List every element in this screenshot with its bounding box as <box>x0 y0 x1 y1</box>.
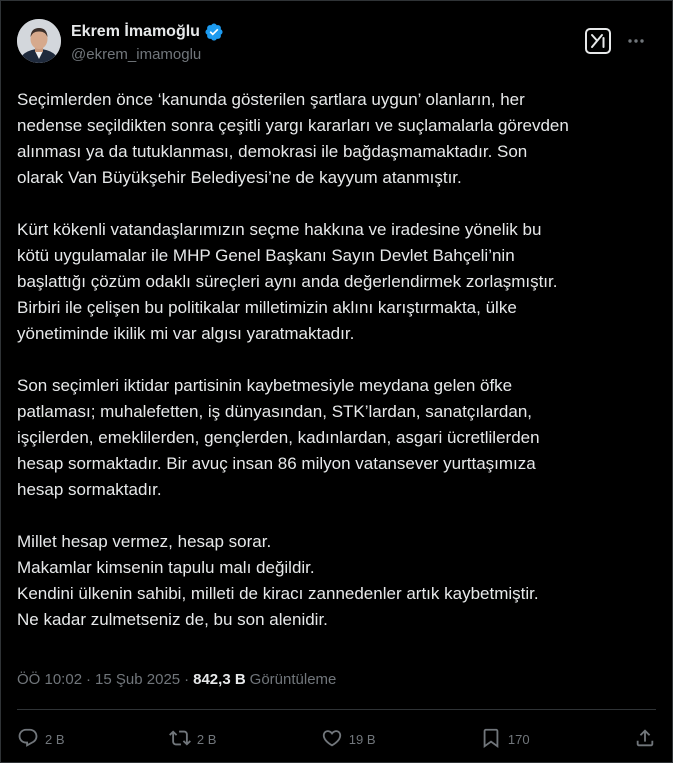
tweet-line: Kürt kökenli vatandaşlarımızın seçme hakkına ve iradesine yönelik bu <box>17 220 542 239</box>
reply-count: 2 B <box>45 731 65 747</box>
meta-separator: · <box>184 671 190 688</box>
reply-icon <box>17 727 39 752</box>
tweet-header <box>17 17 656 73</box>
tweet-paragraph <box>17 373 656 503</box>
like-count: 19 B <box>348 731 376 747</box>
divider <box>17 709 656 710</box>
tweet-line: yönetiminde ikilik mi var algısı yaratmaktadır. <box>17 324 355 343</box>
repost-count: 2 B <box>196 731 217 747</box>
repost-button[interactable] <box>169 727 217 752</box>
more-dots-icon[interactable] <box>620 25 652 57</box>
repost-icon <box>169 727 191 752</box>
view-count[interactable]: 842,3 B <box>193 671 246 688</box>
display-name[interactable]: Ekrem İmamoğlu <box>71 23 200 40</box>
heart-icon <box>321 727 343 752</box>
view-label: Görüntüleme <box>249 671 337 688</box>
avatar[interactable] <box>17 19 61 63</box>
tweet-meta <box>17 671 336 688</box>
grok-icon[interactable] <box>582 25 614 57</box>
bookmark-icon <box>480 727 502 752</box>
tweet-line: kötü uygulamalar ile MHP Genel Başkanı Sayın Devlet Bahçeli’nin <box>17 246 515 265</box>
author-names <box>71 22 224 63</box>
tweet-paragraph <box>17 87 656 191</box>
tweet-paragraph <box>17 529 656 633</box>
meta-separator: · <box>86 671 92 688</box>
tweet-line: Makamlar kimsenin tapulu malı değildir. <box>17 558 315 577</box>
tweet-line: olarak Van Büyükşehir Belediyesi’ne de kayyum atanmıştır. <box>17 168 462 187</box>
tweet-line: Millet hesap vermez, hesap sorar. <box>17 532 272 551</box>
tweet-line: başlattığı çözüm odaklı süreçleri aynı anda değerlendirmek zorlaşmıştır. <box>17 272 558 291</box>
verified-badge-icon[interactable] <box>204 22 224 42</box>
tweet-line: hesap sormaktadır. Bir avuç insan 86 milyon vatansever yurttaşımıza <box>17 454 536 473</box>
tweet-line: hesap sormaktadır. <box>17 480 162 499</box>
tweet-time[interactable]: ÖÖ 10:02 <box>17 671 83 688</box>
bookmark-count: 170 <box>507 731 530 747</box>
action-bar <box>17 721 656 757</box>
tweet-paragraph <box>17 217 656 347</box>
tweet-line: işçilerden, emeklilerden, gençlerden, kadınlardan, asgari ücretlilerden <box>17 428 540 447</box>
tweet-line: alınması ya da tutuklanması, demokrasi ile bağdaşmamaktadır. Son <box>17 142 528 161</box>
share-button[interactable] <box>634 727 656 752</box>
author-handle[interactable]: @ekrem_imamoglu <box>71 46 202 63</box>
tweet-line: Kendini ülkenin sahibi, milleti de kiracı zannedenler artık kaybetmiştir. <box>17 584 539 603</box>
tweet-text <box>17 87 656 633</box>
tweet-date[interactable]: 15 Şub 2025 <box>95 671 181 688</box>
author-name-row <box>71 22 224 42</box>
tweet-line: nedense seçildikten sonra çeşitli yargı kararları ve suçlamalarla görevden <box>17 116 569 135</box>
tweet-line: Son seçimleri iktidar partisinin kaybetmesiyle meydana gelen öfke <box>17 376 513 395</box>
share-icon <box>634 727 656 752</box>
tweet-line: Birbiri ile çelişen bu politikalar milletimizin aklını karıştırmakta, ülke <box>17 298 517 317</box>
like-button[interactable] <box>321 727 376 752</box>
tweet-line: Ne kadar zulmetseniz de, bu son alenidir. <box>17 610 328 629</box>
tweet-line: Seçimlerden önce ‘kanunda gösterilen şartlara uygun’ olanların, her <box>17 90 525 109</box>
bookmark-button[interactable] <box>480 727 530 752</box>
reply-button[interactable] <box>17 727 65 752</box>
tweet-line: patlaması; muhalefetten, iş dünyasından, STK’lardan, sanatçılardan, <box>17 402 533 421</box>
